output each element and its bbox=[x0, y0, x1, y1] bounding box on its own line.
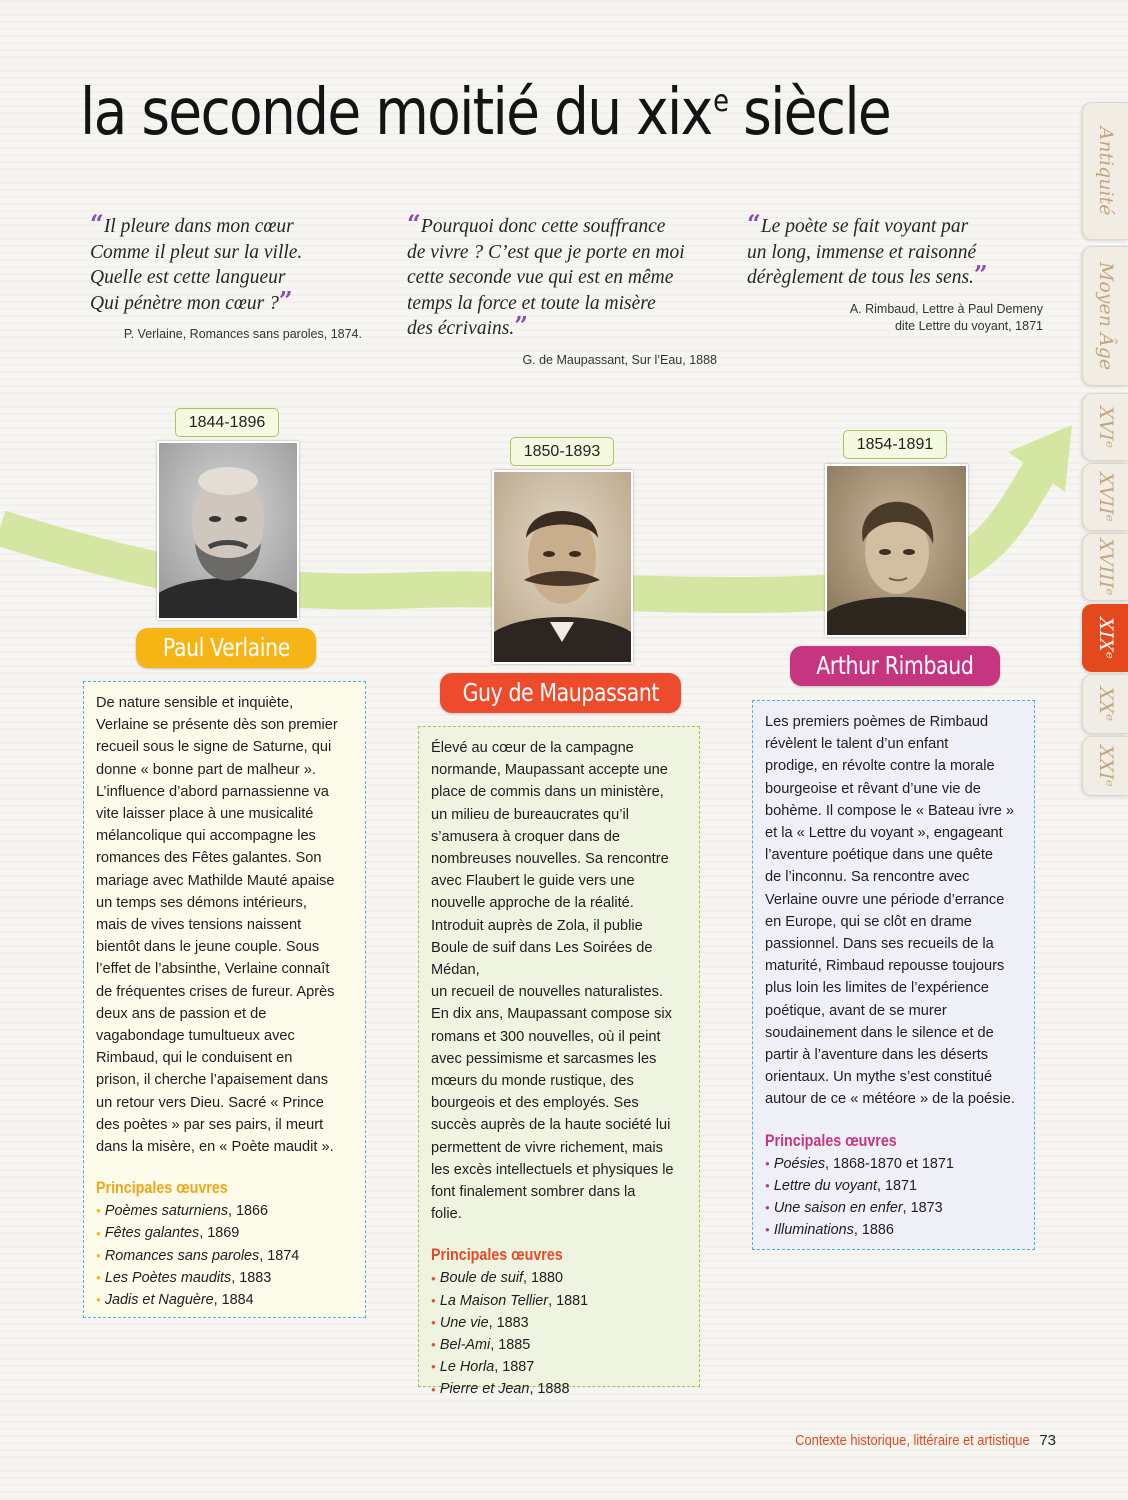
tab-xxi[interactable]: XXIᵉ bbox=[1082, 736, 1128, 796]
list-item: ● Romances sans paroles, 1874 bbox=[96, 1245, 353, 1267]
list-item: ● Les Poètes maudits, 1883 bbox=[96, 1267, 353, 1289]
portrait-rimbaud bbox=[825, 464, 968, 637]
quote-text: Le poète se fait voyant par un long, immense et raisonné dérèglement de tous les sens. bbox=[747, 216, 977, 288]
tab-xvii[interactable]: XVIIᵉ bbox=[1082, 463, 1128, 531]
dates-verlaine: 1844-1896 bbox=[175, 408, 279, 437]
open-quote-icon: “ bbox=[747, 209, 761, 238]
bio-box-rimbaud bbox=[752, 700, 1035, 1250]
portrait-verlaine-image bbox=[159, 443, 297, 618]
tab-xix[interactable]: XIXᵉ bbox=[1082, 604, 1128, 672]
close-quote-icon: ” bbox=[514, 311, 529, 340]
quote-source: G. de Maupassant, Sur l’Eau, 1888 bbox=[522, 352, 717, 367]
list-item: ● Jadis et Naguère, 1884 bbox=[96, 1289, 353, 1311]
portrait-maupassant-image bbox=[494, 472, 631, 662]
bio-box-maupassant bbox=[418, 726, 700, 1398]
footer-section-title: Contexte historique, littéraire et artistique bbox=[794, 1432, 1030, 1449]
quote-text: Pourquoi donc cette souffrance de vivre ? C’est que je porte en moi cette seconde vue qui est en même temps la force et toute la misère des écrivains. bbox=[407, 216, 685, 339]
name-rimbaud: Arthur Rimbaud bbox=[790, 646, 1000, 686]
open-quote-icon: “ bbox=[407, 209, 421, 238]
page-footer bbox=[757, 1432, 1056, 1449]
list-item: ● Une vie, 1883 bbox=[431, 1312, 687, 1334]
dates-maupassant: 1850-1893 bbox=[510, 437, 614, 466]
open-quote-icon: “ bbox=[90, 209, 104, 238]
dates-rimbaud: 1854-1891 bbox=[843, 430, 947, 459]
tab-moyen-age[interactable]: Moyen Âge bbox=[1082, 246, 1128, 386]
list-item: ● Fêtes galantes, 1869 bbox=[96, 1222, 353, 1244]
tab-xvi[interactable]: XVIᵉ bbox=[1082, 393, 1128, 461]
name-maupassant: Guy de Maupassant bbox=[440, 673, 681, 713]
quote-text: Il pleure dans mon cœur Comme il pleut sur la ville. Quelle est cette langueur Qui pénètre mon cœur ? bbox=[90, 216, 303, 314]
page-title: la seconde moitié du xix$^e$ siècle bbox=[80, 76, 891, 150]
list-item: ● Une saison en enfer, 1873 bbox=[765, 1197, 1022, 1219]
tab-xx[interactable]: XXᵉ bbox=[1082, 674, 1128, 734]
list-item: ● Bel-Ami, 1885 bbox=[431, 1334, 687, 1356]
list-item: ● Poèmes saturniens, 1866 bbox=[96, 1200, 353, 1222]
portrait-rimbaud-image bbox=[827, 466, 966, 635]
list-item: ● Boule de suif, 1880 bbox=[431, 1267, 687, 1289]
portrait-verlaine bbox=[157, 441, 299, 620]
works-list bbox=[96, 1200, 353, 1311]
bio-text: Les premiers poèmes de Rimbaud révèlent le talent d’un enfant prodige, en révolte contre la morale bourgeoise et rêvant d’une vie de bohème. Il compose le « Bateau ivre » et la « Lettre du voyant », engageant l’aventure poétique dans une quête de l’inconnu. Sa rencontre avec Verlaine ouvre une période d’errance en Europe, qui se clôt en drame passionnel. Dans ses recueils de la maturité, Rimbaud repousse toujours plus loin les limites de l’expérience poétique, avant de se murer soudainement dans le silence et de partir à l’aventure dans les déserts orientaux. Un mythe s’est constitué autour de ce « météore » de la poésie. bbox=[765, 714, 1015, 1108]
list-item: ● Poésies, 1868-1870 et 1871 bbox=[765, 1153, 1022, 1175]
page-number: 73 bbox=[1039, 1432, 1056, 1449]
quote-source: P. Verlaine, Romances sans paroles, 1874. bbox=[123, 327, 362, 341]
list-item: ● Lettre du voyant, 1871 bbox=[765, 1175, 1022, 1197]
works-heading: Principales œuvres bbox=[431, 1245, 563, 1265]
list-item: ● Pierre et Jean, 1888 bbox=[431, 1378, 687, 1400]
name-verlaine: Paul Verlaine bbox=[136, 628, 316, 668]
works-heading: Principales œuvres bbox=[96, 1178, 228, 1198]
close-quote-icon: ” bbox=[973, 260, 988, 289]
tab-antiquite[interactable]: Antiquité bbox=[1082, 102, 1128, 240]
bio-box-verlaine bbox=[83, 681, 366, 1318]
portrait-maupassant bbox=[492, 470, 633, 664]
works-list bbox=[431, 1267, 687, 1400]
quote-source: A. Rimbaud, Lettre à Paul Demeny dite Lettre du voyant, 1871 bbox=[849, 301, 1043, 333]
list-item: ● Le Horla, 1887 bbox=[431, 1356, 687, 1378]
works-list bbox=[765, 1153, 1022, 1242]
bio-text: Élevé au cœur de la campagne normande, Maupassant accepte une place de commis dans un ministère, un milieu de bureaucrates qu’il s’amusera à croquer dans de nombreuses nouvelles. Sa rencontre avec Flaubert le guide vers une nouvelle approche de la réalité. Introduit auprès de Zola, il publie Boule de suif dans Les Soirées de Médan, un recueil de nouvelles naturalistes. En dix ans, Maupassant compose six romans et 300 nouvelles, où il peint avec pessimisme et sarcasmes les mœurs du monde rustique, des bourgeois et des employés. Ses succès auprès de la haute société lui permettent de vivre richement, mais les excès intellectuels et physiques le font finalement sombrer dans la folie. bbox=[431, 740, 674, 1223]
close-quote-icon: ” bbox=[278, 285, 293, 315]
bio-text: De nature sensible et inquiète, Verlaine se présente dès son premier recueil sous le signe de Saturne, qui donne « bonne part de malheur ». L’influence d’abord parnassienne va vite laisser place à une musicalité mélancolique qui accompagne les romances des Fêtes galantes. Son mariage avec Mathilde Mauté apaise un temps ses démons intérieurs, mais de vives tensions naissent bientôt dans le jeune couple. Sous l’effet de l’absinthe, Verlaine connaît de fréquentes crises de fureur. Après deux ans de passion et de vagabondage tumultueux avec Rimbaud, qui le conduisent en prison, il cherche l’apaisement dans un retour vers Dieu. Sacré « Prince des poètes » par ses pairs, il meurt dans la misère, en « Poète maudit ». bbox=[96, 695, 338, 1156]
works-heading: Principales œuvres bbox=[765, 1130, 897, 1150]
list-item: ● La Maison Tellier, 1881 bbox=[431, 1290, 687, 1312]
tab-xviii[interactable]: XVIIIᵉ bbox=[1082, 533, 1128, 601]
list-item: ● Illuminations, 1886 bbox=[765, 1219, 1022, 1241]
